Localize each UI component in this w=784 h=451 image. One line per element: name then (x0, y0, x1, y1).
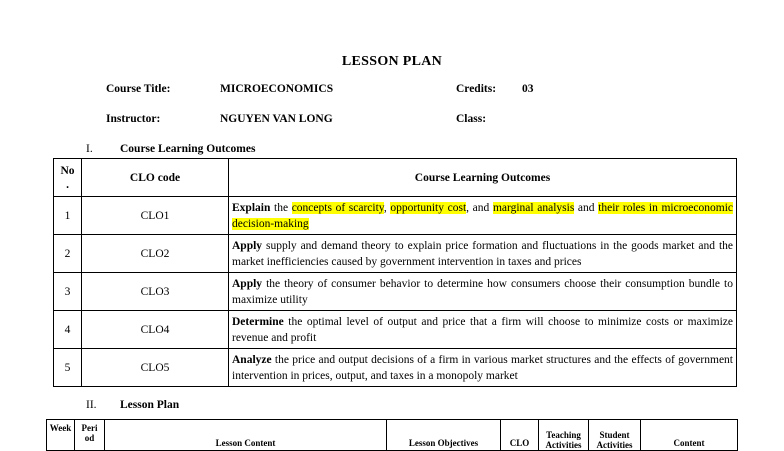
header-lesson-content: Lesson Content (105, 420, 387, 451)
credits-label: Credits: (456, 83, 497, 95)
course-title-value: MICROECONOMICS (220, 83, 334, 95)
section-heading-clo (86, 143, 255, 155)
clo-description (229, 197, 737, 235)
action-verb: Determine (232, 315, 284, 328)
table-header-row (54, 159, 737, 197)
row-number: 5 (54, 349, 82, 387)
header-no-line1: No (60, 164, 75, 177)
table-row (54, 235, 737, 273)
clo-code: CLO4 (82, 311, 229, 349)
text-segment: and (574, 201, 599, 214)
table-row (54, 273, 737, 311)
table-row (54, 311, 737, 349)
section-title: Course Learning Outcomes (120, 143, 256, 155)
clo-description (229, 349, 737, 387)
highlight: opportunity cost (390, 201, 467, 214)
lesson-plan-table (46, 419, 738, 451)
header-outcomes: Course Learning Outcomes (229, 159, 737, 197)
clo-description (229, 273, 737, 311)
table-row (54, 197, 737, 235)
action-verb: Apply (232, 277, 263, 290)
highlight: concepts of scarcity (291, 201, 384, 214)
page-title: LESSON PLAN (341, 54, 443, 69)
clo-code: CLO2 (82, 235, 229, 273)
description-text: the price and output decisions of a firm in various market structures and the effects of government intervention in prices, output, and taxes in a monopoly market (232, 353, 733, 382)
section-heading-lesson-plan (86, 399, 179, 411)
header-no (54, 159, 82, 197)
action-verb: Apply (232, 239, 263, 252)
table-header-row (47, 420, 738, 451)
highlight: their roles in microeconomic decision-making (232, 201, 734, 230)
section-number: II. (86, 399, 97, 411)
instructor-label: Instructor: (106, 113, 161, 125)
header-week: Week (47, 420, 75, 451)
clo-table (53, 158, 737, 387)
text-segment: , (383, 201, 391, 214)
clo-description (229, 311, 737, 349)
header-no-line2: . (66, 178, 69, 191)
clo-code: CLO3 (82, 273, 229, 311)
course-title-label: Course Title: (106, 83, 171, 95)
section-title: Lesson Plan (120, 399, 180, 411)
instructor-value: NGUYEN VAN LONG (220, 113, 333, 125)
description-text: the theory of consumer behavior to determine how consumers choose their consumption bundle to maximize utility (232, 277, 733, 306)
header-period: Peri od (75, 420, 105, 451)
clo-code: CLO1 (82, 197, 229, 235)
action-verb: Analyze (232, 353, 272, 366)
section-number: I. (86, 143, 93, 155)
table-row (54, 349, 737, 387)
clo-description (229, 235, 737, 273)
highlight: marginal analysis (492, 201, 575, 214)
header-student-activities: Student Activities (589, 420, 641, 451)
row-number: 2 (54, 235, 82, 273)
credits-value: 03 (522, 83, 534, 95)
clo-code: CLO5 (82, 349, 229, 387)
action-verb: Explain (232, 201, 271, 214)
text-segment: the (270, 201, 292, 214)
row-number: 3 (54, 273, 82, 311)
row-number: 1 (54, 197, 82, 235)
row-number: 4 (54, 311, 82, 349)
header-content: Content (641, 420, 738, 451)
header-code: CLO code (82, 159, 229, 197)
description-text: the optimal level of output and price that a firm will choose to minimize costs or maximize revenue and profit (232, 315, 733, 344)
class-label: Class: (456, 113, 487, 125)
header-lesson-objectives: Lesson Objectives (387, 420, 501, 451)
text-segment: , and (466, 201, 493, 214)
header-teaching-activities: Teaching Activities (539, 420, 589, 451)
description-text: supply and demand theory to explain price formation and fluctuations in the goods market and the market inefficiencies caused by government intervention in taxes and prices (232, 239, 733, 268)
header-clo: CLO (501, 420, 539, 451)
